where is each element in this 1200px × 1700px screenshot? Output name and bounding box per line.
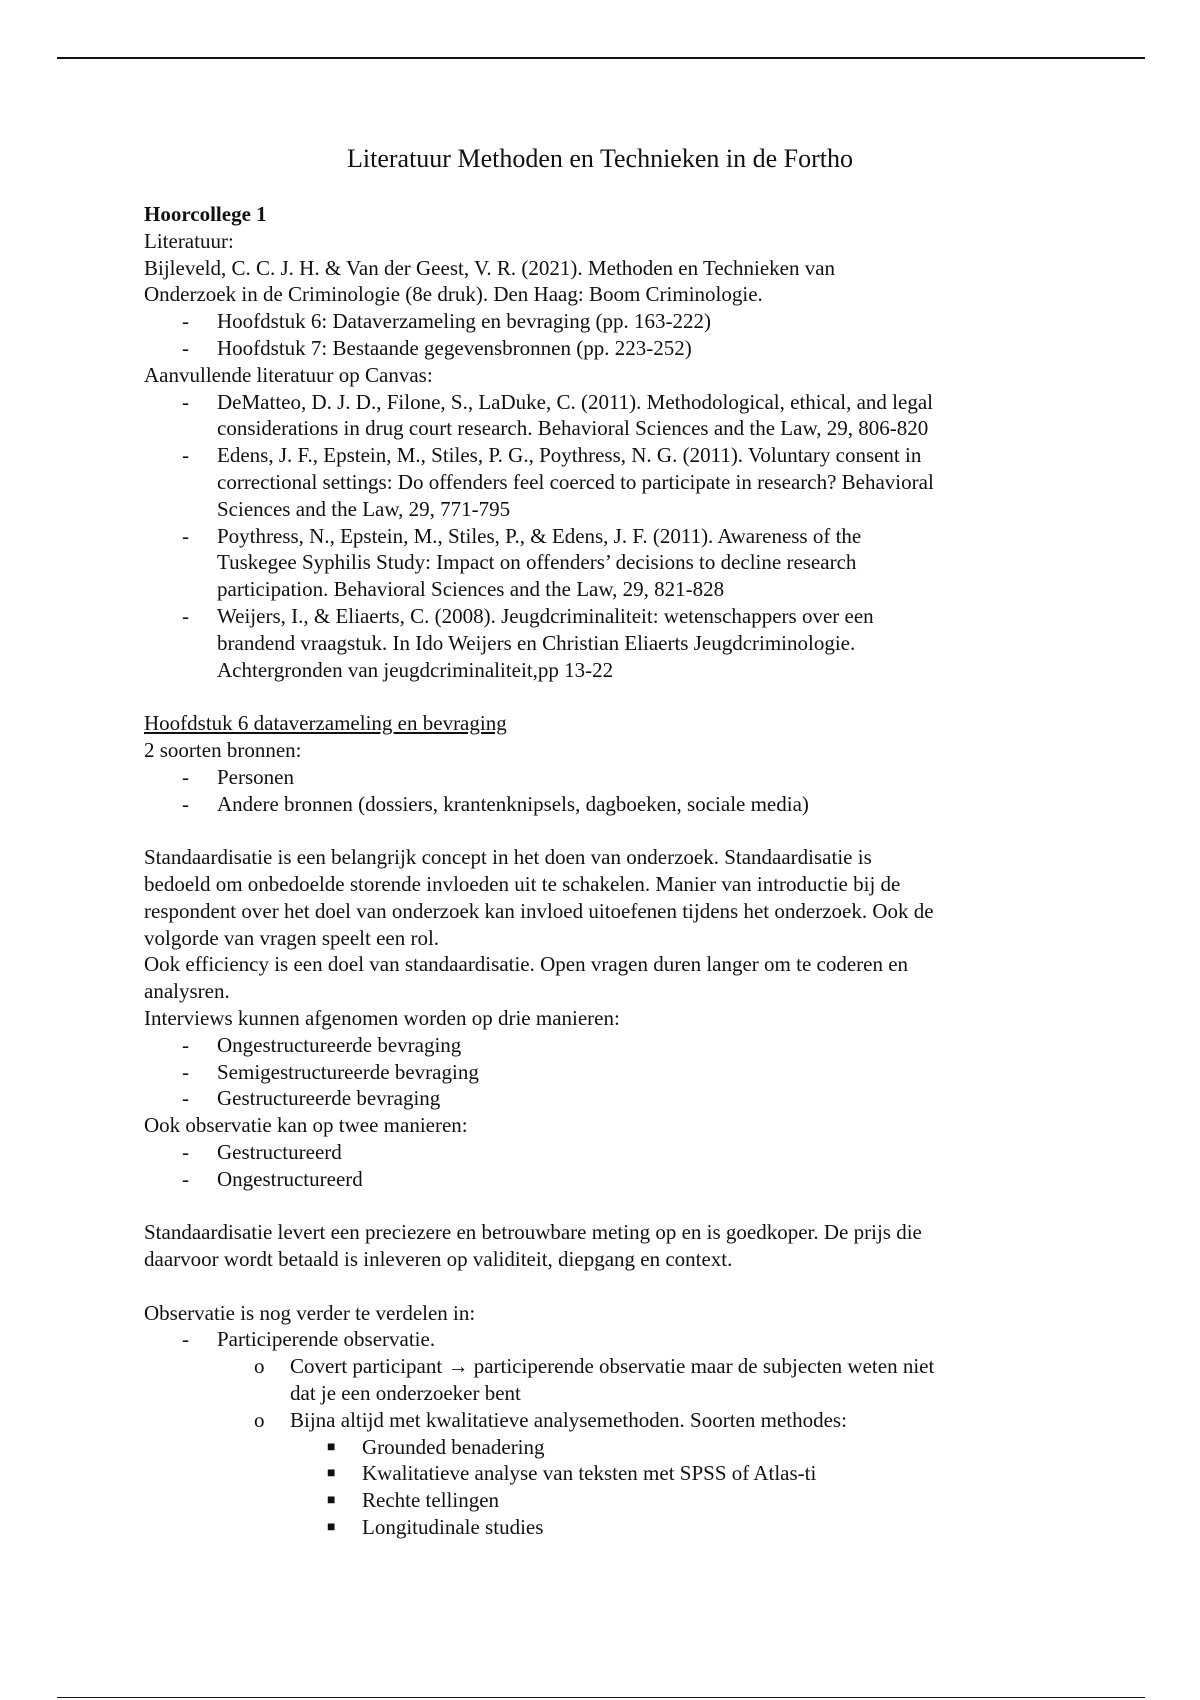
dash-bullet: - xyxy=(182,791,189,816)
dash-bullet: - xyxy=(182,309,189,334)
main-reference-line: Onderzoek in de Criminologie (8e druk). Den Haag: Boom Criminologie. xyxy=(144,282,763,307)
dash-bullet: - xyxy=(182,335,189,360)
chapter-item xyxy=(144,308,1064,335)
bottom-rule xyxy=(57,1697,1145,1698)
square-bullet-icon: ■ xyxy=(327,1466,336,1482)
paragraph-line: bedoeld om onbedoelde storende invloeden uit te schakelen. Manier van introductie bij de xyxy=(144,871,901,896)
spacer xyxy=(144,1273,1064,1300)
document-body xyxy=(144,201,1064,1541)
dash-bullet: - xyxy=(182,764,189,789)
chapter-text: Hoofdstuk 6: Dataverzameling en bevraging (pp. 163-222) xyxy=(217,309,711,334)
chapter-item xyxy=(144,335,1064,362)
interview-type-text: Semigestructureerde bevraging xyxy=(217,1059,479,1084)
canvas-reference-item xyxy=(144,523,1064,603)
observation-type-text: Gestructureerd xyxy=(217,1139,342,1164)
main-reference-line: Bijleveld, C. C. J. H. & Van der Geest, V. R. (2021). Methoden en Technieken van xyxy=(144,255,836,280)
observation-label: Ook observatie kan op twee manieren: xyxy=(144,1113,468,1138)
chapter-text: Hoofdstuk 7: Bestaande gegevensbronnen (pp. 223-252) xyxy=(217,335,692,360)
method-text: Rechte tellingen xyxy=(362,1488,500,1513)
spacer xyxy=(144,1192,1064,1219)
reference-line: Tuskegee Syphilis Study: Impact on offenders’ decisions to decline research xyxy=(217,550,857,575)
source-item xyxy=(144,764,1064,791)
canvas-reference-item xyxy=(144,603,1064,683)
method-text: Longitudinale studies xyxy=(362,1515,544,1540)
paragraph-line: volgorde van vragen speelt een rol. xyxy=(144,925,440,950)
literatuur-label: Literatuur: xyxy=(144,228,234,253)
method-item xyxy=(144,1460,1064,1487)
canvas-reference-item xyxy=(144,442,1064,522)
dash-bullet: - xyxy=(182,523,189,548)
circle-bullet: o xyxy=(254,1354,265,1379)
reference-line: Edens, J. F., Epstein, M., Stiles, P. G., Poythress, N. G. (2011). Voluntary consent in xyxy=(217,443,922,468)
canvas-label: Aanvullende literatuur op Canvas: xyxy=(144,362,433,387)
sources-label: 2 soorten bronnen: xyxy=(144,737,302,762)
reference-line: DeMatteo, D. J. D., Filone, S., LaDuke, C. (2011). Methodological, ethical, and legal xyxy=(217,389,933,414)
reference-line: brandend vraagstuk. In Ido Weijers en Christian Eliaerts Jeugdcriminologie. xyxy=(217,630,856,655)
observation-type-text: Ongestructureerd xyxy=(217,1166,363,1191)
dash-bullet: - xyxy=(182,1166,189,1191)
square-bullet-icon: ■ xyxy=(327,1520,336,1536)
source-text: Andere bronnen (dossiers, krantenknipsels, dagboeken, sociale media) xyxy=(217,791,809,816)
reference-line: correctional settings: Do offenders feel coerced to participate in research? Behavioral xyxy=(217,469,934,494)
section-heading-hoofdstuk-6: Hoofdstuk 6 dataverzameling en bevraging xyxy=(144,711,507,736)
division-label: Observatie is nog verder te verdelen in: xyxy=(144,1300,476,1325)
sub-item-line: Covert participant → participerende observatie maar de subjecten weten niet xyxy=(290,1354,935,1379)
spacer xyxy=(144,683,1064,710)
reference-line: Weijers, I., & Eliaerts, C. (2008). Jeugdcriminaliteit: wetenschappers over een xyxy=(217,603,874,628)
dash-bullet: - xyxy=(182,1032,189,1057)
paragraph-line: Ook efficiency is een doel van standaardisatie. Open vragen duren langer om te coderen en xyxy=(144,952,909,977)
dash-bullet: - xyxy=(182,1139,189,1164)
reference-line: Sciences and the Law, 29, 771-795 xyxy=(217,496,511,521)
circle-bullet: o xyxy=(254,1407,265,1432)
interview-type-item xyxy=(144,1032,1064,1059)
interview-type-text: Ongestructureerde bevraging xyxy=(217,1032,462,1057)
method-text: Grounded benadering xyxy=(362,1434,545,1459)
square-bullet-icon: ■ xyxy=(327,1439,336,1455)
sub-item-line: Bijna altijd met kwalitatieve analysemethoden. Soorten methodes: xyxy=(290,1407,847,1432)
method-text: Kwalitatieve analyse van teksten met SPSS of Atlas-ti xyxy=(362,1461,817,1486)
method-item xyxy=(144,1487,1064,1514)
paragraph-line: respondent over het doel van onderzoek kan invloed uitoefenen tijdens het onderzoek. Ook de xyxy=(144,898,934,923)
observation-type-item xyxy=(144,1139,1064,1166)
reference-line: considerations in drug court research. Behavioral Sciences and the Law, 29, 806-820 xyxy=(217,416,929,441)
paragraph-line: daarvoor wordt betaald is inleveren op validiteit, diepgang en context. xyxy=(144,1247,733,1272)
reference-line: Achtergronden van jeugdcriminaliteit,pp 13-22 xyxy=(217,657,614,682)
dash-bullet: - xyxy=(182,603,189,628)
method-item xyxy=(144,1514,1064,1541)
paragraph-line: Standaardisatie levert een preciezere en betrouwbare meting op en is goedkoper. De prijs die xyxy=(144,1220,922,1245)
participatory-observation-text: Participerende observatie. xyxy=(217,1327,436,1352)
page-title: Literatuur Methoden en Technieken in de Fortho xyxy=(347,144,853,173)
square-bullet-icon: ■ xyxy=(327,1493,336,1509)
sub-item xyxy=(144,1407,1064,1434)
interview-type-text: Gestructureerde bevraging xyxy=(217,1086,441,1111)
source-text: Personen xyxy=(217,764,294,789)
sub-item-line: dat je een onderzoeker bent xyxy=(290,1381,521,1406)
method-item xyxy=(144,1434,1064,1461)
reference-line: Poythress, N., Epstein, M., Stiles, P., & Edens, J. F. (2011). Awareness of the xyxy=(217,523,862,548)
dash-bullet: - xyxy=(182,1327,189,1352)
paragraph-line: Standaardisatie is een belangrijk concept in het doen van onderzoek. Standaardisatie is xyxy=(144,845,872,870)
participatory-observation-item xyxy=(144,1326,1064,1353)
paragraph-line: analysren. xyxy=(144,979,230,1004)
interviews-label: Interviews kunnen afgenomen worden op drie manieren: xyxy=(144,1005,620,1030)
interview-type-item xyxy=(144,1085,1064,1112)
dash-bullet: - xyxy=(182,389,189,414)
canvas-reference-item xyxy=(144,389,1064,443)
dash-bullet: - xyxy=(182,1059,189,1084)
dash-bullet: - xyxy=(182,1086,189,1111)
observation-type-item xyxy=(144,1166,1064,1193)
spacer xyxy=(144,817,1064,844)
reference-line: participation. Behavioral Sciences and the Law, 29, 821-828 xyxy=(217,577,725,602)
sub-item xyxy=(144,1353,1064,1407)
source-item xyxy=(144,791,1064,818)
top-rule xyxy=(57,57,1145,59)
interview-type-item xyxy=(144,1059,1064,1086)
section-heading-hoorcollege: Hoorcollege 1 xyxy=(144,202,267,226)
dash-bullet: - xyxy=(182,443,189,468)
